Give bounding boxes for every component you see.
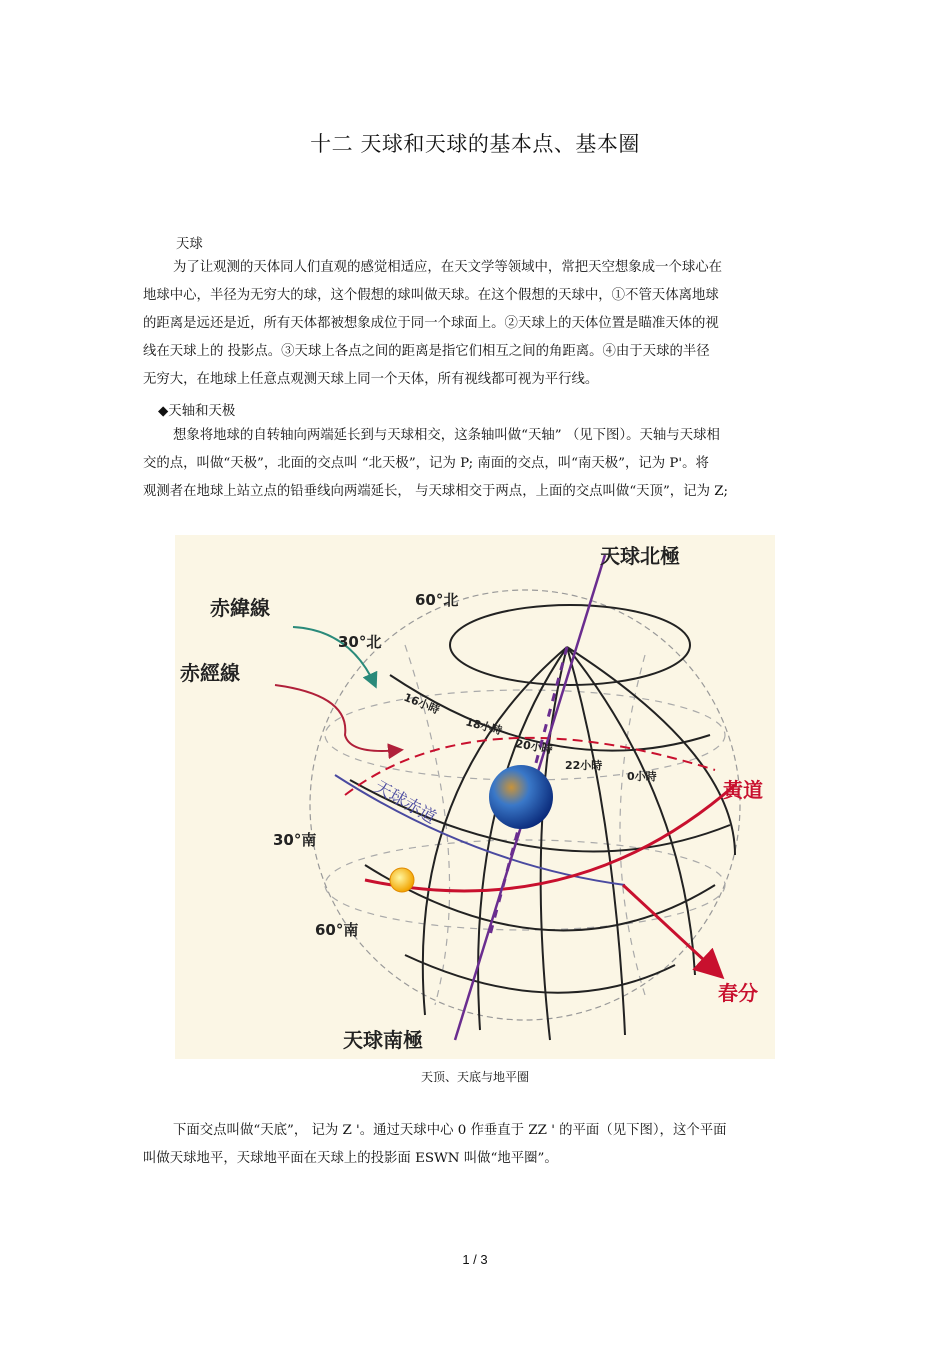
parallel-label: 赤緯線: [210, 596, 270, 620]
equator-label: 天球赤道: [370, 777, 440, 829]
hour-18-label: 18小時: [464, 715, 504, 738]
paragraph-axis-and-poles: [143, 422, 807, 506]
paragraph-nadir-and-horizon: [143, 1117, 807, 1173]
text-line: 观测者在地球上站立点的铅垂线向两端延长， 与天球相交于两点，上面的交点叫做“天顶”，记为 Z;: [143, 484, 729, 499]
text-line: 叫做天球地平，天球地平面在天球上的投影面 ESWN 叫做“地平圈”。: [143, 1151, 558, 1166]
sun-icon: [390, 868, 414, 892]
hour-20-label: 20小時: [514, 737, 554, 757]
text-line: 的距离是远还是近，所有天体都被想象成位于同一个球面上。②天球上的天体位置是瞄准天体的视: [143, 316, 719, 331]
celestial-sphere-figure: [175, 535, 775, 1059]
text-line: 线在天球上的 投影点。③天球上各点之间的距离是指它们相互之间的角距离。④由于天球的半径: [143, 344, 710, 359]
earth-icon: [489, 765, 553, 829]
figure-caption: 天顶、天底与地平圈: [420, 1070, 529, 1084]
hour-0-label: 0小時: [627, 770, 657, 783]
text-line: 无穷大，在地球上任意点观测天球上同一个天体，所有视线都可视为平行线。: [143, 372, 599, 387]
text-line: 地球中心，半径为无穷大的球，这个假想的球叫做天球。在这个假想的天球中，①不管天体离地球: [143, 288, 719, 303]
text-line: 交的点，叫做“天极”，北面的交点叫 “北天极”，记为 P; 南面的交点，叫“南天极”，记为 P'。将: [143, 456, 709, 471]
hour-16-label: 16小時: [401, 690, 442, 717]
lat-60s-label: 60°南: [315, 921, 359, 939]
paragraph-celestial-sphere: [143, 254, 807, 394]
north-pole-label: 天球北極: [600, 544, 680, 568]
section-heading-celestial-sphere: 天球: [176, 237, 203, 252]
text-line: 为了让观测的天体同人们直观的感觉相适应，在天文学等领域中，常把天空想象成一个球心在: [173, 260, 723, 275]
ecliptic-label: 黃道: [723, 778, 763, 802]
text-line: 想象将地球的自转轴向两端延长到与天球相交，这条轴叫做“天轴” （见下图）。天轴与天球相: [173, 428, 720, 443]
page-number: 1 / 3: [462, 1252, 488, 1267]
text-line: 下面交点叫做“天底”， 记为 Z '。通过天球中心 0 作垂直于 ZZ ' 的平面（见下图），这个平面: [173, 1123, 727, 1138]
meridian-label: 赤經線: [180, 661, 240, 685]
section-heading-axis-and-poles: ◆天轴和天极: [158, 404, 236, 419]
page-title: 十二 天球和天球的基本点、基本圈: [310, 132, 640, 156]
lat-30s-label: 30°南: [273, 831, 317, 849]
hour-22-label: 22小時: [565, 759, 603, 772]
south-pole-label: 天球南極: [343, 1028, 423, 1052]
lat-30n-label: 30°北: [338, 633, 382, 651]
equinox-label: 春分: [718, 981, 758, 1005]
lat-60n-label: 60°北: [415, 591, 459, 609]
